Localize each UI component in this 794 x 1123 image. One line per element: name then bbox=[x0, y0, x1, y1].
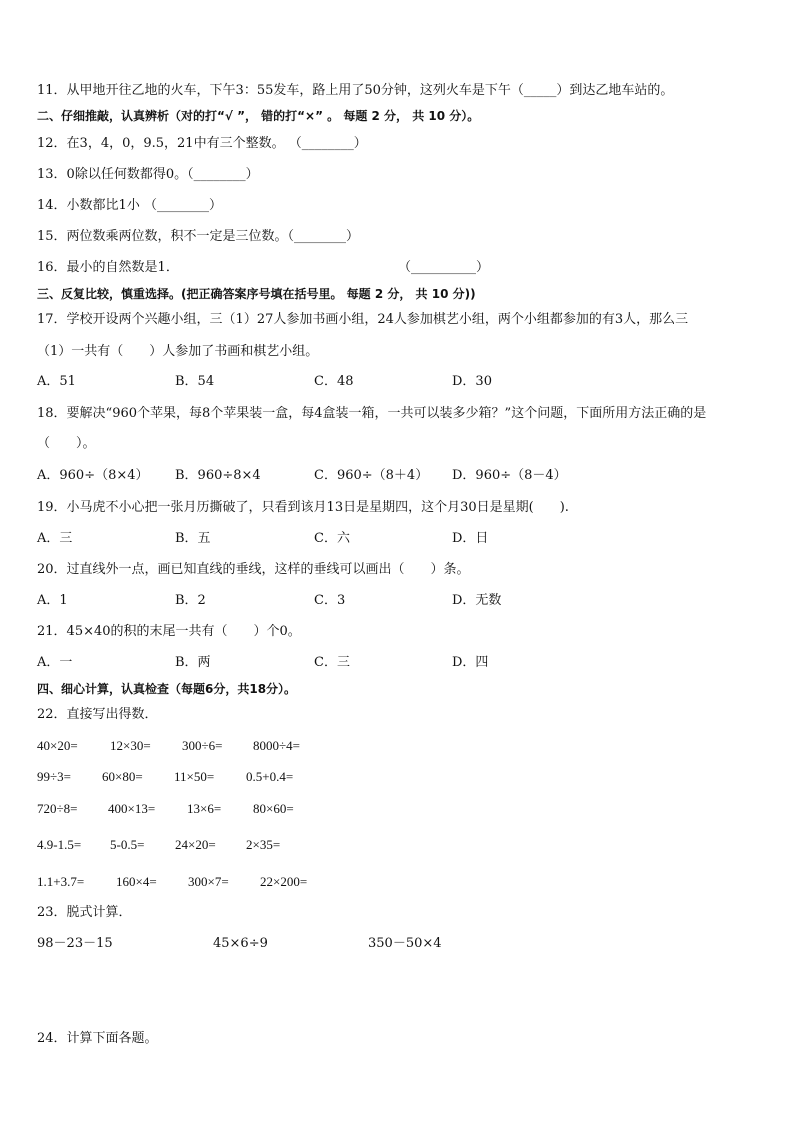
q17-option-d: D．30 bbox=[452, 374, 492, 389]
calc-cell: 5-0.5= bbox=[110, 837, 145, 852]
question-16-blank: （__________） bbox=[398, 260, 490, 275]
calc-cell: 22×200= bbox=[260, 874, 308, 889]
q20-option-a: A．1 bbox=[37, 593, 68, 608]
q19-option-a: A．三 bbox=[37, 531, 73, 546]
question-16: 16．最小的自然数是1． bbox=[37, 260, 179, 275]
q23-expression-3: 350－50×4 bbox=[368, 936, 442, 951]
q23-expression-2: 45×6÷9 bbox=[213, 936, 268, 951]
section-2-heading: 二、仔细推敲，认真辨析（对的打“√ ”， 错的打“×” 。 每题 2 分， 共 10 分）。 bbox=[37, 109, 480, 123]
q17-option-c: C．48 bbox=[314, 374, 354, 389]
calc-cell: 300×7= bbox=[188, 874, 229, 889]
calc-cell: 720÷8= bbox=[37, 801, 78, 816]
calc-cell: 160×4= bbox=[116, 874, 157, 889]
q18-option-a: A．960÷（8×4） bbox=[37, 468, 149, 483]
q18-option-b: B．960÷8×4 bbox=[175, 468, 261, 483]
question-22: 22．直接写出得数． bbox=[37, 707, 158, 722]
q20-option-b: B．2 bbox=[175, 593, 206, 608]
calc-cell: 300÷6= bbox=[182, 738, 223, 753]
q19-option-b: B．五 bbox=[175, 531, 211, 546]
question-18-line-1: 18．要解决“960个苹果，每8个苹果装一盒，每4盒装一箱，一共可以装多少箱？”这个问题，下面所用方法正确的是 bbox=[37, 406, 707, 421]
calc-cell: 80×60= bbox=[253, 801, 294, 816]
calc-cell: 12×30= bbox=[110, 738, 151, 753]
calc-cell: 13×6= bbox=[187, 801, 222, 816]
question-21: 21．45×40的积的末尾一共有（ ）个0。 bbox=[37, 624, 301, 639]
calc-cell: 24×20= bbox=[175, 837, 216, 852]
calc-cell: 8000÷4= bbox=[253, 738, 300, 753]
question-18-line-2: （ ）。 bbox=[37, 436, 96, 451]
q19-option-c: C．六 bbox=[314, 531, 350, 546]
q20-option-c: C．3 bbox=[314, 593, 346, 608]
q21-option-c: C．三 bbox=[314, 655, 350, 670]
q20-option-d: D．无数 bbox=[452, 593, 502, 608]
question-20: 20．过直线外一点，画已知直线的垂线，这样的垂线可以画出（ ）条。 bbox=[37, 562, 470, 577]
question-17-line-1: 17．学校开设两个兴趣小组，三（1）27人参加书画小组，24人参加棋艺小组，两个小组都参加的有3人，那么三 bbox=[37, 312, 689, 327]
question-15: 15．两位数乘两位数，积不一定是三位数。（________） bbox=[37, 229, 360, 244]
q21-option-d: D．四 bbox=[452, 655, 489, 670]
calc-cell: 0.5+0.4= bbox=[246, 769, 294, 784]
q23-expression-1: 98－23－15 bbox=[37, 936, 113, 951]
q18-option-d: D．960÷（8－4） bbox=[452, 468, 567, 483]
calc-cell: 99÷3= bbox=[37, 769, 71, 784]
calc-cell: 4.9-1.5= bbox=[37, 837, 82, 852]
section-4-heading: 四、细心计算，认真检查（每题6分，共18分）。 bbox=[37, 682, 297, 696]
question-13: 13．0除以任何数都得0。（________） bbox=[37, 167, 259, 182]
calc-cell: 2×35= bbox=[246, 837, 281, 852]
q21-option-a: A．一 bbox=[37, 655, 73, 670]
calc-cell: 11×50= bbox=[174, 769, 215, 784]
calc-cell: 400×13= bbox=[108, 801, 156, 816]
section-3-heading: 三、反复比较，慎重选择。(把正确答案序号填在括号里。 每题 2 分， 共 10 分)) bbox=[37, 287, 476, 301]
q17-option-b: B．54 bbox=[175, 374, 215, 389]
question-11: 11．从甲地开往乙地的火车，下午3：55发车，路上用了50分钟，这列火车是下午（_____）到达乙地车站的。 bbox=[37, 83, 674, 98]
q18-option-c: C．960÷（8＋4） bbox=[314, 468, 429, 483]
question-24: 24．计算下面各题。 bbox=[37, 1031, 158, 1046]
calc-cell: 60×80= bbox=[102, 769, 143, 784]
q17-option-a: A．51 bbox=[37, 374, 76, 389]
question-14: 14．小数都比1小 （________） bbox=[37, 198, 222, 213]
question-19: 19．小马虎不小心把一张月历撕破了，只看到该月13日是星期四，这个月30日是星期( ). bbox=[37, 500, 569, 515]
q19-option-d: D．日 bbox=[452, 531, 489, 546]
question-17-line-2: （1）一共有（ ）人参加了书画和棋艺小组。 bbox=[37, 344, 319, 359]
q21-option-b: B．两 bbox=[175, 655, 211, 670]
calc-cell: 1.1+3.7= bbox=[37, 874, 85, 889]
question-12: 12．在3，4，0，9.5，21中有三个整数。 （________） bbox=[37, 136, 367, 151]
calc-cell: 40×20= bbox=[37, 738, 78, 753]
question-23: 23．脱式计算． bbox=[37, 905, 132, 920]
